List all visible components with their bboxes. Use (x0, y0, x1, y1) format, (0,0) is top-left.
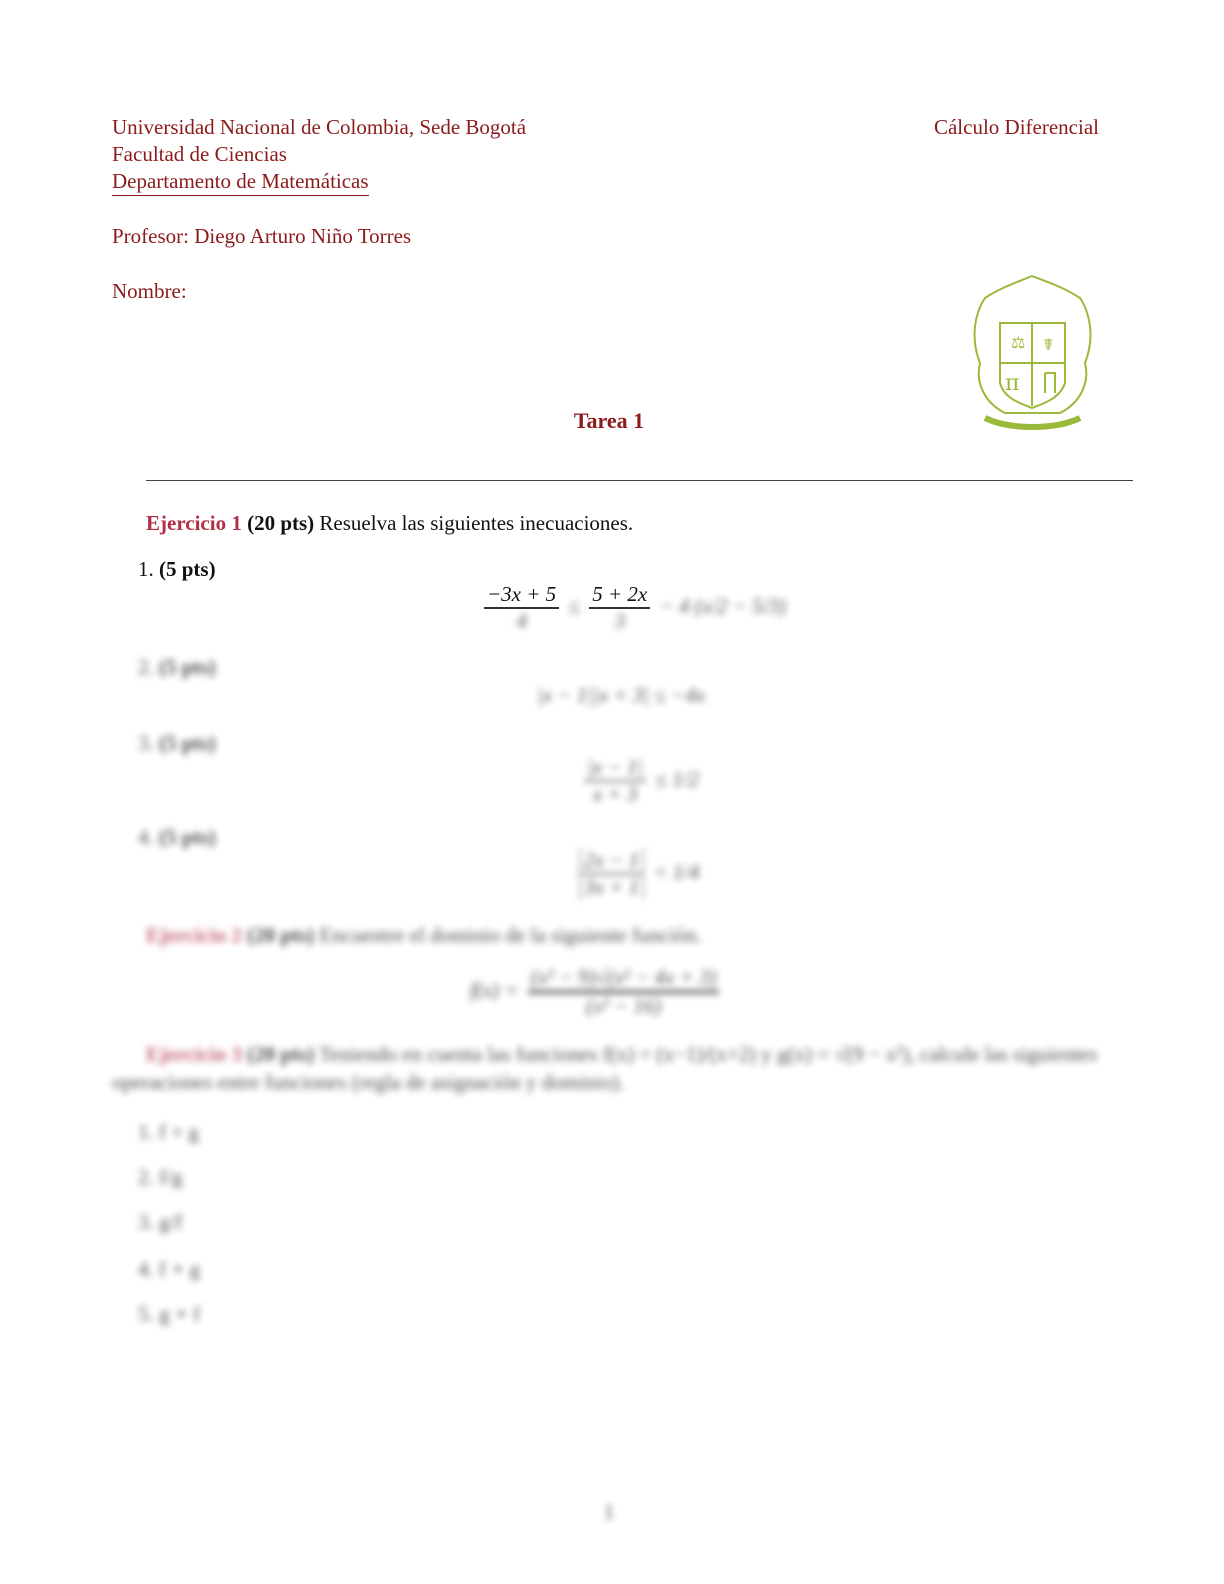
svg-text:☤: ☤ (1043, 335, 1054, 354)
page-number: 1 (603, 1500, 615, 1524)
ex2-equation: f(x) = $\frac{\text{(x² − 9)√(x² − 4x + 3)}}{\text{(x² − 16)}}$ (470, 965, 723, 1019)
exercise-1-text: Resuelva las siguientes inecuaciones. (319, 511, 634, 535)
ex1-item-3-equation: $\frac{|x - 1|}{x + 3}$ ≤ 1/2 (580, 755, 699, 807)
exercise-2-statement: Ejercicio 2 (20 pts) Encuentre el dominio de la siguiente función. (146, 923, 702, 947)
equation-rest: − 4 (x/2 − 5/3) (659, 593, 786, 618)
ex3-item-5: 5. g ∘ f (138, 1302, 201, 1326)
exercise-3-statement: Ejercicio 3 (20 pts) Teniendo en cuenta las funciones f(x) = (x−1)/(x+2) y g(x) = √(9 − x²), calcule las siguientes operaciones entre funciones (regla de asignación y dominio). (112, 1042, 1098, 1094)
ex1-item-3: 3. (5 pts) (138, 731, 216, 755)
ex1-item-4: 4. (5 pts) (138, 825, 216, 849)
denominator: 4 (516, 609, 527, 633)
item-points: (5 pts) (159, 557, 216, 581)
ex3-item-4: 4. f ∘ g (138, 1257, 201, 1281)
ex3-item-3: 3. g/f (138, 1210, 183, 1234)
denominator: 3 (614, 609, 625, 633)
operator: ≤ (568, 593, 580, 618)
header-professor: Profesor: Diego Arturo Niño Torres (112, 224, 412, 248)
item-number: 1. (138, 557, 154, 581)
header-faculty: Facultad de Ciencias (112, 142, 287, 166)
header-course: Cálculo Diferencial (933, 115, 1099, 139)
ex1-item-2-equation: |x − 1||x + 3| ≤ −4x (537, 683, 706, 707)
numerator: −3x + 5 (484, 582, 559, 609)
header-university: Universidad Nacional de Colombia, Sede Bogotá (112, 115, 527, 139)
ex1-item-1 (138, 557, 216, 582)
numerator: 5 + 2x (589, 582, 650, 609)
exercise-1-statement (146, 511, 633, 536)
exercise-1-points: (20 pts) (247, 511, 315, 535)
header-department: Departamento de Matemáticas (112, 168, 369, 196)
divider (146, 480, 1133, 481)
ex1-item-2: 2. (5 pts) (138, 655, 216, 679)
ex3-item-1: 1. f + g (138, 1120, 199, 1144)
svg-text:⚖: ⚖ (1011, 333, 1026, 352)
ex3-item-2: 2. f/g (138, 1165, 183, 1189)
document-title: Tarea 1 (573, 408, 645, 433)
svg-text:π: π (1005, 371, 1020, 396)
ex1-item-1-equation (480, 582, 786, 634)
ex1-item-4-equation: $\frac{2x - 1}{3x + 1}$ < 1/4 (575, 848, 700, 900)
header-name-label: Nombre: (112, 279, 187, 303)
exercise-1-label: Ejercicio 1 (146, 511, 242, 535)
